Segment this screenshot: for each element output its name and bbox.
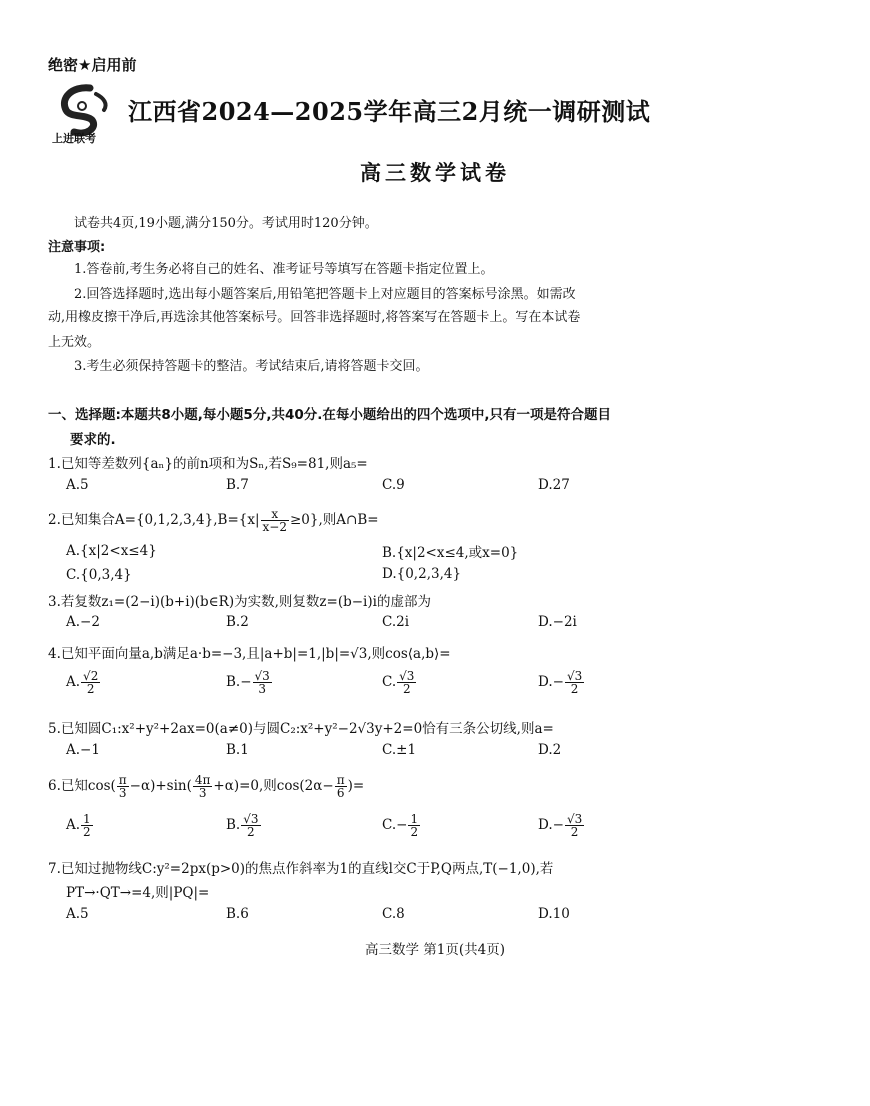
note-2-line-1: 2.回答选择题时,选出每小题答案后,用铅笔把答题卡上对应题目的答案标号涂黑。如需改: [74, 287, 576, 302]
q6-b-fraction: [241, 813, 260, 838]
q6-a-num: 1: [83, 812, 91, 826]
q4-b-den: 3: [258, 682, 266, 696]
question-3-stem: 3.若复数z₁=(2−i)(b+i)(b∈R)为实数,则复数z=(b−i)i的虚部为: [48, 594, 431, 610]
q4-option-d: [538, 670, 585, 695]
q6-s3: +α)=0,则cos(2α−: [213, 778, 334, 794]
note-2-line-2: 动,用橡皮擦干净后,再选涂其他答案标号。回答非选择题时,将答案写在答题卡上。写在本试卷: [48, 310, 581, 325]
q4-option-c: [382, 670, 417, 695]
exam-title: 江西省2024—2025学年高三2月统一调研测试: [128, 97, 651, 126]
q6-f1-num: π: [118, 773, 127, 787]
q6-c-label: C.−: [382, 817, 408, 833]
q4-c-den: 2: [402, 682, 411, 696]
q6-frac-1: [117, 774, 129, 799]
q7-option-a: A.5: [66, 906, 89, 922]
q2-stem-post: ≥0},则A∩B=: [289, 512, 379, 528]
q6-d-num: √3: [566, 812, 583, 826]
q6-b-label: B.: [226, 817, 241, 833]
q6-option-d: [538, 813, 585, 838]
q2-option-b: B.{x|2<x≤4,或x=0}: [382, 545, 519, 561]
q4-a-label: A.: [66, 674, 81, 690]
q6-option-a: [66, 813, 94, 838]
note-2-line-3: 上无效。: [48, 335, 101, 350]
q5-option-a: A.−1: [66, 742, 100, 758]
notes-title: 注意事项:: [48, 240, 106, 255]
q2-option-d: D.{0,2,3,4}: [382, 566, 462, 582]
q3-option-d: D.−2i: [538, 614, 577, 630]
paper-title: 高三数学试卷: [360, 160, 510, 185]
q6-c-num: 1: [410, 812, 419, 826]
q3-option-a: A.−2: [66, 614, 100, 630]
q4-d-den: 2: [570, 682, 579, 696]
q7-option-c: C.8: [382, 906, 405, 922]
note-1: 1.答卷前,考生务必将自己的姓名、准考证号等填写在答题卡指定位置上。: [74, 262, 494, 277]
q6-frac-2: [193, 774, 213, 799]
q1-option-a: A.5: [66, 477, 89, 493]
question-7-stem-line-1: 7.已知过抛物线C:y²=2px(p>0)的焦点作斜率为1的直线l交C于P,Q两点,T(−1,0),若: [48, 861, 554, 877]
q6-a-den: 2: [83, 825, 91, 839]
q2-option-a: A.{x|2<x≤4}: [66, 543, 157, 559]
q4-b-fraction: [253, 670, 272, 695]
question-7-stem-line-2: PT→·QT→=4,则|PQ|=: [66, 885, 210, 901]
q6-frac-3: [335, 774, 347, 799]
q5-option-c: C.±1: [382, 742, 417, 758]
q6-d-label: D.−: [538, 817, 564, 833]
exam-info: 试卷共4页,19小题,满分150分。考试用时120分钟。: [74, 216, 378, 231]
note-3: 3.考生必须保持答题卡的整洁。考试结束后,请将答题卡交回。: [74, 359, 429, 374]
q6-d-den: 2: [570, 825, 579, 839]
q4-a-num: √2: [83, 669, 99, 683]
q4-c-num: √3: [399, 669, 415, 683]
q6-d-fraction: [565, 813, 584, 838]
q6-option-c: [382, 813, 421, 838]
question-2-stem: [48, 508, 379, 533]
q6-f3-den: 6: [336, 786, 345, 800]
q1-option-d: D.27: [538, 477, 570, 493]
q1-option-b: B.7: [226, 477, 249, 493]
q2-fraction: [261, 508, 289, 533]
q4-b-label: B.−: [226, 674, 252, 690]
q6-c-fraction: [408, 813, 420, 838]
section-heading: 一、选择题:本题共8小题,每小题5分,共40分.在每小题给出的四个选项中,只有一项是符合题目: [48, 407, 611, 423]
q6-a-label: A.: [66, 817, 81, 833]
q2-stem-pre: 2.已知集合A={0,1,2,3,4},B={x|: [48, 512, 260, 528]
q6-s4: )=: [347, 778, 365, 794]
q6-f2-den: 3: [198, 786, 207, 800]
q6-option-b: [226, 813, 262, 838]
question-4-stem: 4.已知平面向量a,b满足a·b=−3,且|a+b|=1,|b|=√3,则cos⟨a,b⟩=: [48, 646, 451, 662]
q4-d-fraction: [565, 670, 584, 695]
q4-option-b: [226, 670, 273, 695]
q2-frac-den: x−2: [262, 520, 287, 534]
q6-b-num: √3: [243, 812, 259, 826]
page-footer: 高三数学 第1页(共4页): [364, 942, 505, 958]
section-heading-cont: 要求的.: [70, 432, 116, 448]
q4-c-fraction: [397, 670, 416, 695]
q4-a-fraction: [81, 670, 100, 695]
q6-f1-den: 3: [118, 786, 127, 800]
q4-d-num: √3: [566, 669, 583, 683]
q4-d-label: D.−: [538, 674, 564, 690]
q7-option-d: D.10: [538, 906, 570, 922]
q6-s1: 6.已知cos(: [48, 778, 116, 794]
question-6-stem: [48, 774, 364, 799]
question-5-stem: 5.已知圆C₁:x²+y²+2ax=0(a≠0)与圆C₂:x²+y²−2√3y+2=0恰有三条公切线,则a=: [48, 721, 554, 737]
q5-option-b: B.1: [226, 742, 249, 758]
confidential-label: 绝密★启用前: [48, 56, 137, 74]
q6-s2: −α)+sin(: [129, 778, 192, 794]
q1-option-c: C.9: [382, 477, 405, 493]
q4-option-a: [66, 670, 101, 695]
q2-frac-num: x: [261, 508, 289, 521]
q4-c-label: C.: [382, 674, 397, 690]
q5-option-d: D.2: [538, 742, 562, 758]
logo-text: 上进联考: [52, 132, 96, 145]
q6-f3-num: π: [336, 773, 345, 787]
q7-option-b: B.6: [226, 906, 249, 922]
q6-b-den: 2: [247, 825, 255, 839]
q4-a-den: 2: [86, 682, 95, 696]
q6-c-den: 2: [410, 825, 419, 839]
q6-a-fraction: [81, 813, 93, 838]
question-1-stem: 1.已知等差数列{aₙ}的前n项和为Sₙ,若S₉=81,则a₅=: [48, 456, 368, 472]
q4-b-num: √3: [254, 669, 270, 683]
q2-option-c: C.{0,3,4}: [66, 567, 132, 583]
q3-option-c: C.2i: [382, 614, 410, 630]
q3-option-b: B.2: [226, 614, 249, 630]
q6-f2-num: 4π: [194, 773, 211, 787]
